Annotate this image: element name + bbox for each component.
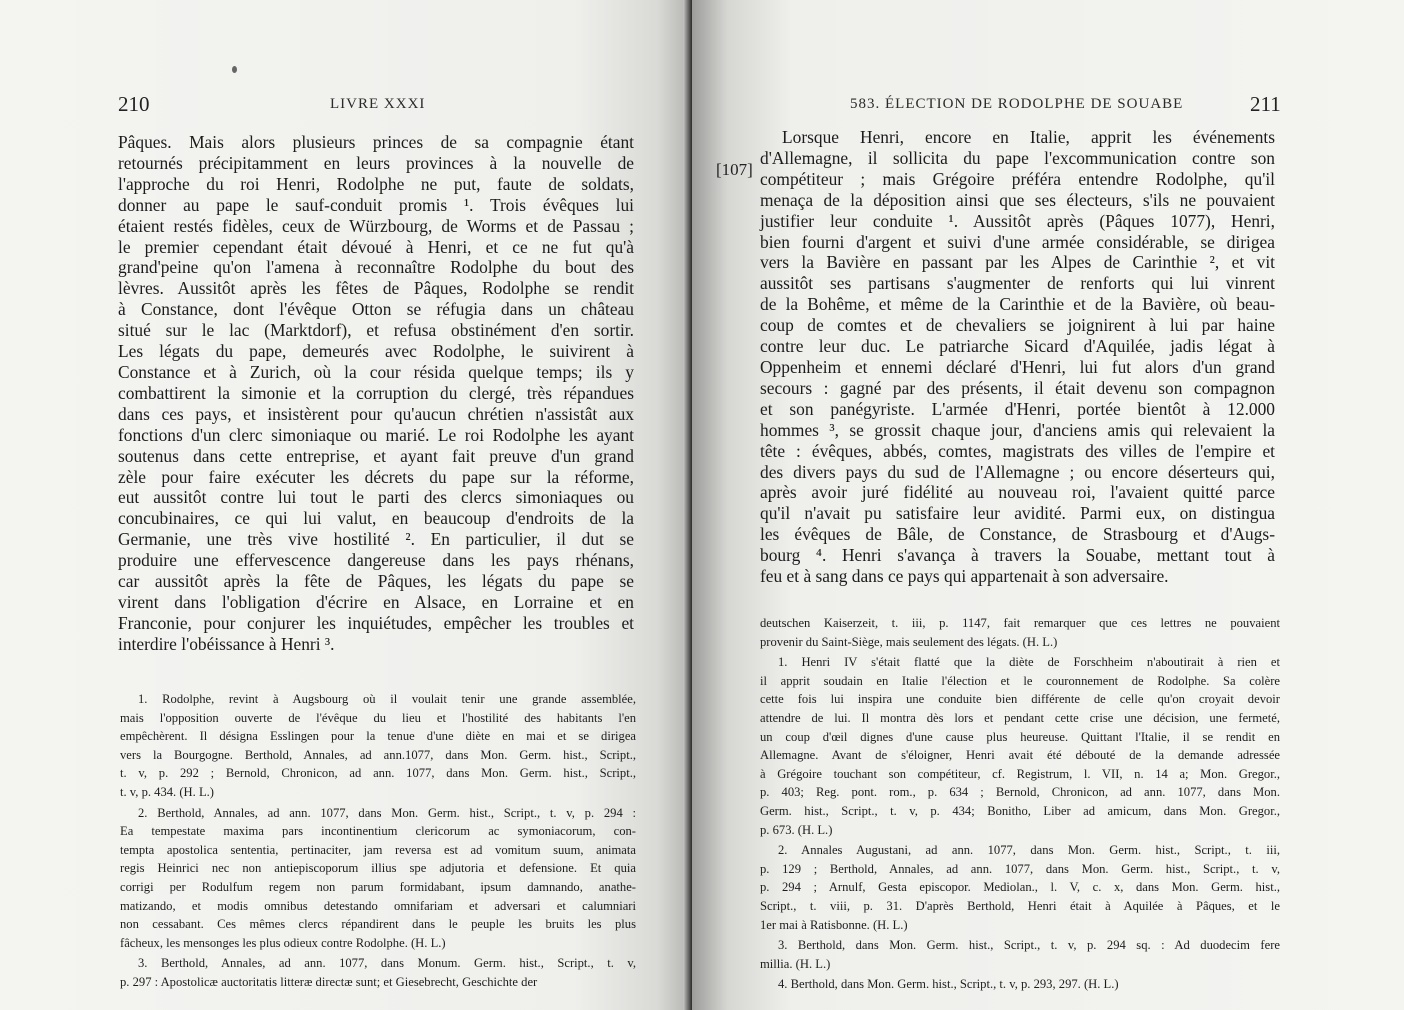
body-line: aussitôt ses partisans s'augmenter de renforts qui lui vinrent	[760, 273, 1275, 294]
left-running-head: LIVRE XXXI	[330, 96, 426, 112]
body-line: qu'il n'avait pu satisfaire leur avidité. Parmi eux, on distingua	[760, 503, 1275, 524]
right-footnotes	[760, 614, 1280, 996]
footnote-line: p. 129 ; Berthold, Annales, ad ann. 1077, dans Mon. Germ. hist., Script., t. v,	[760, 861, 1280, 876]
body-line: virent dans l'obligation d'écrire en Alsace, en Lorraine et en	[118, 591, 634, 612]
body-line: Franconie, pour conjurer les inquiétudes, empêcher les troubles et	[118, 612, 634, 633]
right-body-text	[760, 127, 1275, 587]
footnote-line: Script., t. viii, p. 31. D'après Berthold, Henri était à Aquilée à Pâques, et le	[760, 898, 1280, 913]
body-line: de la Bohême, et même de la Carinthie et de la Bavière, où beau-	[760, 294, 1275, 315]
margin-page-reference: [107]	[716, 160, 753, 179]
body-line: bourg ⁴. Henri s'avança à travers la Souabe, mettant tout à	[760, 545, 1275, 566]
left-page	[0, 0, 700, 1010]
footnote-line: mais l'opposition ouverte de l'évêque du lieu et l'hostilité des habitants l'en	[120, 710, 636, 725]
footnote	[760, 653, 1280, 839]
footnote	[120, 954, 636, 991]
footnote-line: p. 403; Reg. pont. rom., p. 634 ; Bernold, Chronicon, ad ann. 1077, dans Mon.	[760, 785, 1280, 800]
footnote-line: 1. Rodolphe, revint à Augsbourg où il voulait tenir une grande assemblée,	[138, 692, 636, 706]
footnote-line: t. v, p. 434. (H. L.)	[120, 784, 214, 799]
footnote-line: millia. (H. L.)	[760, 956, 831, 971]
footnote	[760, 841, 1280, 934]
body-line: des divers pays du sud de l'Allemagne ; ou encore déserteurs qui,	[760, 461, 1275, 482]
body-line: contre leur duc. Le patriarche Sicard d'Aquilée, jadis légat à	[760, 336, 1275, 357]
footnote	[760, 975, 1280, 994]
body-line: tête : évêques, abbés, comtes, magistrats des villes de l'empire et	[760, 440, 1275, 461]
footnote-line: 3. Berthold, Annales, ad ann. 1077, dans Monum. Germ. hist., Script., t. v,	[138, 956, 636, 971]
footnote-line: 1er mai à Ratisbonne. (H. L.)	[760, 917, 908, 932]
footnote	[120, 804, 636, 953]
left-footnotes	[120, 690, 636, 994]
body-line: étaient restés fidèles, ceux de Würzbourg, de Worms et de Passau ;	[118, 215, 634, 236]
body-line: fonctions d'un clerc simoniaque ou marié. Le roi Rodolphe les ayant	[118, 424, 634, 445]
body-line: et son panégyriste. L'armée d'Henri, portée bientôt à 12.000	[760, 398, 1275, 419]
footnote-line: 4. Berthold, dans Mon. Germ. hist., Script., t. v, p. 293, 297. (H. L.)	[778, 977, 1119, 992]
footnote-line: cette fois lui inspira une conduite bien différente de celle qu'on croyait devoir	[760, 692, 1280, 707]
footnote-line: 2. Berthold, Annales, ad ann. 1077, dans Mon. Germ. hist., Script., t. v, p. 294 :	[138, 805, 636, 820]
body-line: concubinaires, ce qui lui valut, en beaucoup d'endroits de la	[118, 508, 634, 529]
footnote-line: à Grégoire touchant son compétiteur, cf. Registrum, l. VII, n. 14 a; Mon. Gregor.,	[760, 766, 1280, 781]
body-line: donner au pape le sauf-conduit promis ¹. Trois évêques lui	[118, 194, 634, 215]
left-page-number: 210	[118, 92, 150, 116]
left-body-paragraph	[118, 132, 634, 655]
body-line: produire une effervescence dangereuse dans les pays rhénans,	[118, 550, 634, 571]
body-line: bien fourni d'argent et suivi d'une armée considérable, se dirigea	[760, 231, 1275, 252]
footnote-line: regis Heinrici nec non antiepiscoporum illius spe adjutoria et defensione. Et quia	[120, 861, 636, 876]
footnote-line: corrigi per Rodulfum regem non parum formidabant, ipsum damnando, anathe-	[120, 879, 636, 894]
body-line: justifier leur conduite ¹. Aussitôt après (Pâques 1077), Henri,	[760, 210, 1275, 231]
body-line: hommes ³, se grossit chaque jour, d'anciens amis qui relevaient la	[760, 419, 1275, 440]
footnote-line: p. 297 : Apostolicæ auctoritatis litteræ directæ sunt; et Giesebrecht, Geschichte der	[120, 974, 538, 989]
footnote-line: il apprit soudain en Italie l'élection et le couronnement de Rodolphe. Sa colère	[760, 673, 1280, 688]
body-line: après avoir juré fidélité au nouveau roi, l'avaient quitté parce	[760, 482, 1275, 503]
footnote-line: t. v, p. 292 ; Bernold, Chronicon, ad ann. 1077, dans Mon. Germ. hist., Script.,	[120, 766, 636, 781]
body-line: eut aussitôt contre lui tout le parti des clercs simoniaques ou	[118, 487, 634, 508]
right-page	[692, 0, 1404, 1010]
body-line: le premier cependant était dévoué à Henri, et ce ne fut qu'à	[118, 236, 634, 257]
body-line: feu et à sang dans ce pays qui appartenait à son adversaire.	[760, 566, 1169, 587]
body-line: Constance et à Zurich, où la cour résida quelque temps; ils y	[118, 361, 634, 382]
footnote-line: tempta apostolica sententia, pertinaciter, jam reversa est ad vomitum suum, animata	[120, 842, 636, 857]
body-line: à Constance, dont l'évêque Otton se réfugia dans un château	[118, 299, 634, 320]
footnote-line: 3. Berthold, dans Mon. Germ. hist., Script., t. v, p. 294 sq. : Ad duodecim fere	[778, 938, 1280, 953]
body-line: situé sur le lac (Marktdorf), et refusa obstinément d'en sortir.	[118, 320, 634, 341]
body-line: Pâques. Mais alors plusieurs princes de sa compagnie étant	[118, 132, 634, 152]
body-line: combattirent la simonie et la corruption du clergé, très répandues	[118, 382, 634, 403]
footnote-line: fâcheux, les mensonges les plus odieux contre Rodolphe. (H. L.)	[120, 935, 446, 950]
body-line: secours : gagné par des présents, il était devenu son compagnon	[760, 377, 1275, 398]
right-running-head: 583. ÉLECTION DE RODOLPHE DE SOUABE	[850, 96, 1184, 112]
body-line: vers la Bavière en passant par les Alpes de Carinthie ², et vit	[760, 252, 1275, 273]
footnote	[760, 614, 1280, 651]
footnote-line: 1. Henri IV s'était flatté que la diète de Forschheim n'aboutirait à rien et	[778, 655, 1280, 670]
body-line: grand'peine qu'on l'amena à reconnaître Rodolphe du bout des	[118, 257, 634, 278]
footnote-line: vers la Bourgogne. Berthold, Annales, ad ann.1077, dans Mon. Germ. hist., Script.,	[120, 747, 636, 762]
footnote-line: attendre de lui. Il montra dès lors et pendant cette crise une décision, une fermeté,	[760, 710, 1280, 725]
footnote-line: empêchèrent. Il désigna Esslingen pour la tenue d'une diète en mai et se dirigea	[120, 729, 636, 744]
footnote-line: provenir du Saint-Siège, mais seulement des légats. (H. L.)	[760, 634, 1058, 649]
body-line: zèle pour faire exécuter les décrets du pape sur la réforme,	[118, 466, 634, 487]
left-body-text	[118, 132, 634, 655]
body-line: soutenus dans cette entreprise, et ayant fait preuve d'un grand	[118, 445, 634, 466]
footnote-line: Germ. hist., Script., t. v, p. 434; Bonitho, Liber ad amicum, dans Mon. Gregor.,	[760, 803, 1280, 818]
footnote-line: 2. Annales Augustani, ad ann. 1077, dans Mon. Germ. hist., Script., t. iii,	[778, 843, 1280, 858]
body-line: menaça de la déposition ainsi que ses électeurs, s'ils ne pouvaient	[760, 189, 1275, 210]
footnote-line: non cessabant. Ces mêmes clercs répandirent dans le peuple les bruits les plus	[120, 917, 636, 932]
footnote-line: deutschen Kaiserzeit, t. iii, p. 1147, fait remarquer que ces lettres ne pouvaient	[760, 616, 1280, 630]
footnote-line: p. 673. (H. L.)	[760, 822, 833, 837]
footnote-line: Allemagne. Avant de s'éloigner, Henri avait été débouté de la demande adressée	[760, 748, 1280, 763]
body-line: lèvres. Aussitôt après les fêtes de Pâques, Rodolphe se rendit	[118, 278, 634, 299]
body-line: Les légats du pape, demeurés avec Rodolphe, le suivirent à	[118, 341, 634, 362]
body-line: compétiteur ; mais Grégoire préféra entendre Rodolphe, qu'il	[760, 168, 1275, 189]
body-line: l'approche du roi Henri, Rodolphe ne put, faute de soldats,	[118, 173, 634, 194]
body-line: d'Allemagne, il sollicita du pape l'excommunication contre son	[760, 147, 1275, 168]
right-page-number: 211	[1250, 92, 1281, 116]
footnote	[760, 936, 1280, 973]
body-line: retournés précipitamment en leurs provinces à la nouvelle de	[118, 152, 634, 173]
body-line: Lorsque Henri, encore en Italie, apprit les événements	[782, 127, 1275, 147]
body-line: dans ces pays, et insistèrent pour qu'aucun chrétien n'assistât aux	[118, 403, 634, 424]
body-line: Oppenheim et ennemi déclaré d'Henri, lui fut alors d'un grand	[760, 356, 1275, 377]
paper-speck	[232, 66, 237, 73]
footnote	[120, 690, 636, 802]
footnote-line: un coup d'œil dignes d'une cause plus heureuse. Quittant l'Italie, il se rendit en	[760, 729, 1280, 744]
body-line: Germanie, une très vive hostilité ². En particulier, il dut se	[118, 529, 634, 550]
footnote-line: p. 294 ; Arnulf, Gesta episcopor. Mediolan., l. V, c. x, dans Mon. Germ. hist.,	[760, 880, 1280, 895]
body-line: interdire l'obéissance à Henri ³.	[118, 633, 335, 654]
body-line: coup de comtes et de chevaliers se joignirent à lui par haine	[760, 315, 1275, 336]
body-line: car aussitôt après la fête de Pâques, les légats du pape se	[118, 571, 634, 592]
right-body-paragraph	[760, 127, 1275, 587]
footnote-line: Ea tempestate maxima pars incontinentium clericorum ac symoniacorum, con-	[120, 824, 636, 839]
footnote-line: matizando, et modis omnibus detestando omnifariam et adversari et calumniari	[120, 898, 636, 913]
body-line: les évêques de Bâle, de Constance, de Strasbourg et d'Augs-	[760, 524, 1275, 545]
